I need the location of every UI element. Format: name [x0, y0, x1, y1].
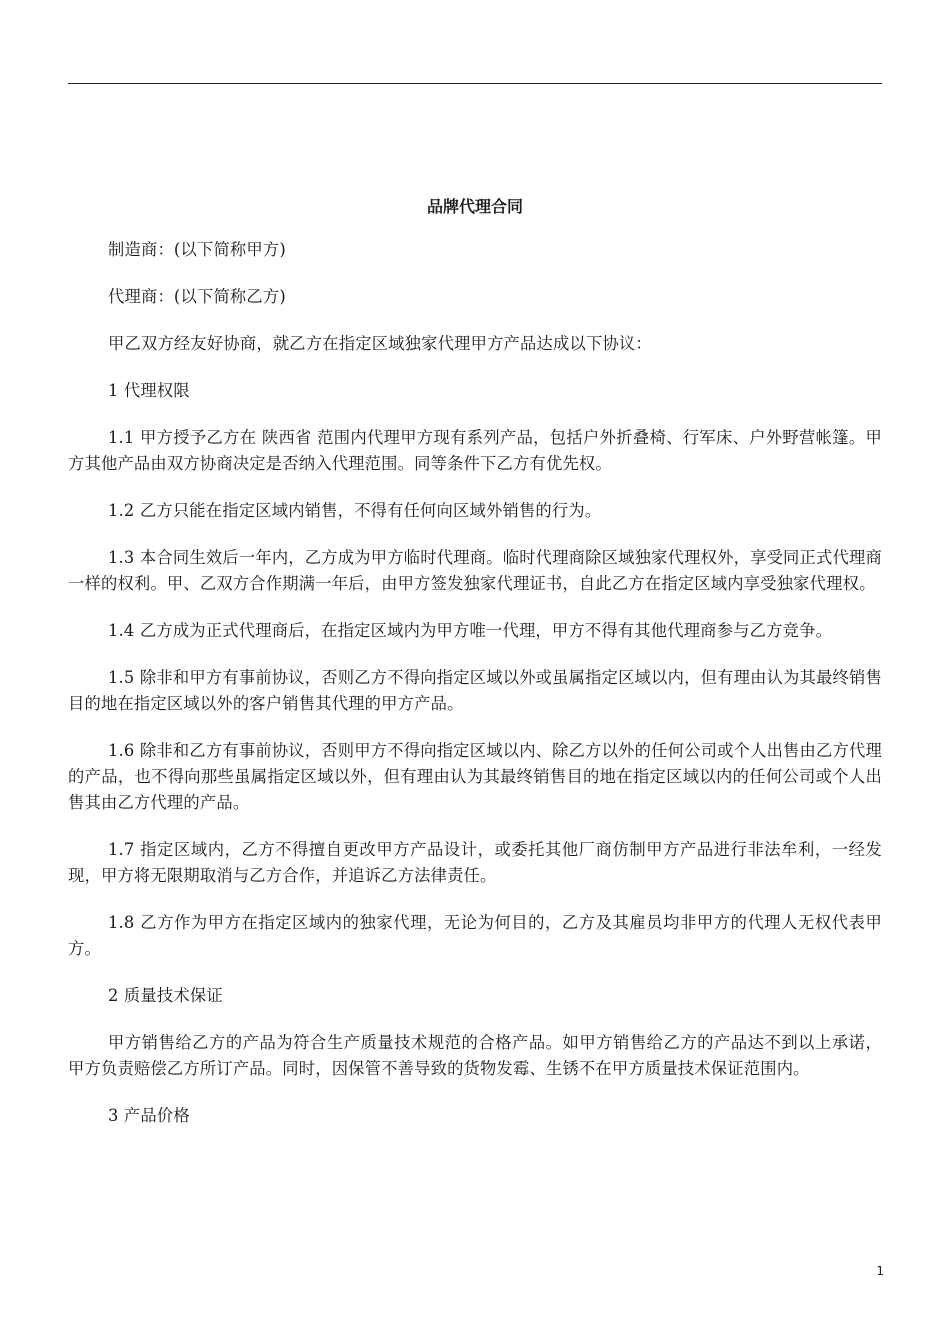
section-heading-1: 1 代理权限: [108, 381, 190, 400]
section-heading-3: 3 产品价格: [108, 1106, 190, 1125]
paragraph-preamble: 甲乙双方经友好协商，就乙方在指定区域独家代理甲方产品达成以下协议：: [108, 334, 652, 353]
header-rule: [68, 83, 882, 84]
clause-1-8: 1.8 乙方作为甲方在指定区域内的独家代理，无论为何目的，乙方及其雇员均非甲方的代理人无权代表甲方。: [68, 913, 882, 958]
clause-1-6: 1.6 除非和乙方有事前协议，否则甲方不得向指定区域以内、除乙方以外的任何公司或个人出售由乙方代理的产品，也不得向那些虽属指定区域以外，但有理由认为其最终销售目的地在指定区域以内的任何公司或个人出售其由乙方代理的产品。: [68, 741, 882, 812]
clause-2-body: 甲方销售给乙方的产品为符合生产质量技术规范的合格产品。如甲方销售给乙方的产品达不到以上承诺，甲方负责赔偿乙方所订产品。同时，因保管不善导致的货物发霉、生锈不在甲方质量技术保证范围内。: [68, 1033, 882, 1078]
clause-1-2: 1.2 乙方只能在指定区域内销售，不得有任何向区域外销售的行为。: [108, 501, 602, 520]
paragraph-agent: 代理商：(以下简称乙方): [108, 287, 286, 306]
document-body: [68, 193, 882, 1150]
document-title: 品牌代理合同: [426, 197, 523, 216]
clause-1-1: 1.1 甲方授予乙方在 陕西省 范围内代理甲方现有系列产品，包括户外折叠椅、行军床、户外野营帐篷。甲方其他产品由双方协商决定是否纳入代理范围。同等条件下乙方有优先权。: [68, 428, 882, 473]
section-heading-2: 2 质量技术保证: [108, 986, 223, 1005]
clause-1-3: 1.3 本合同生效后一年内，乙方成为甲方临时代理商。临时代理商除区域独家代理权外，享受同正式代理商一样的权利。甲、乙双方合作期满一年后，由甲方签发独家代理证书，自此乙方在指定区域内享受独家代理权。: [68, 548, 882, 593]
paragraph-manufacturer: 制造商：(以下简称甲方): [108, 240, 286, 259]
page-number: 1: [876, 1264, 884, 1278]
clause-1-5: 1.5 除非和甲方有事前协议，否则乙方不得向指定区域以外或虽属指定区域以内，但有理由认为其最终销售目的地在指定区域以外的客户销售其代理的甲方产品。: [68, 668, 882, 713]
clause-1-4: 1.4 乙方成为正式代理商后，在指定区域内为甲方唯一代理，甲方不得有其他代理商参与乙方竞争。: [108, 621, 833, 640]
clause-1-7: 1.7 指定区域内，乙方不得擅自更改甲方产品设计，或委托其他厂商仿制甲方产品进行非法牟利，一经发现，甲方将无限期取消与乙方合作，并追诉乙方法律责任。: [68, 840, 882, 885]
